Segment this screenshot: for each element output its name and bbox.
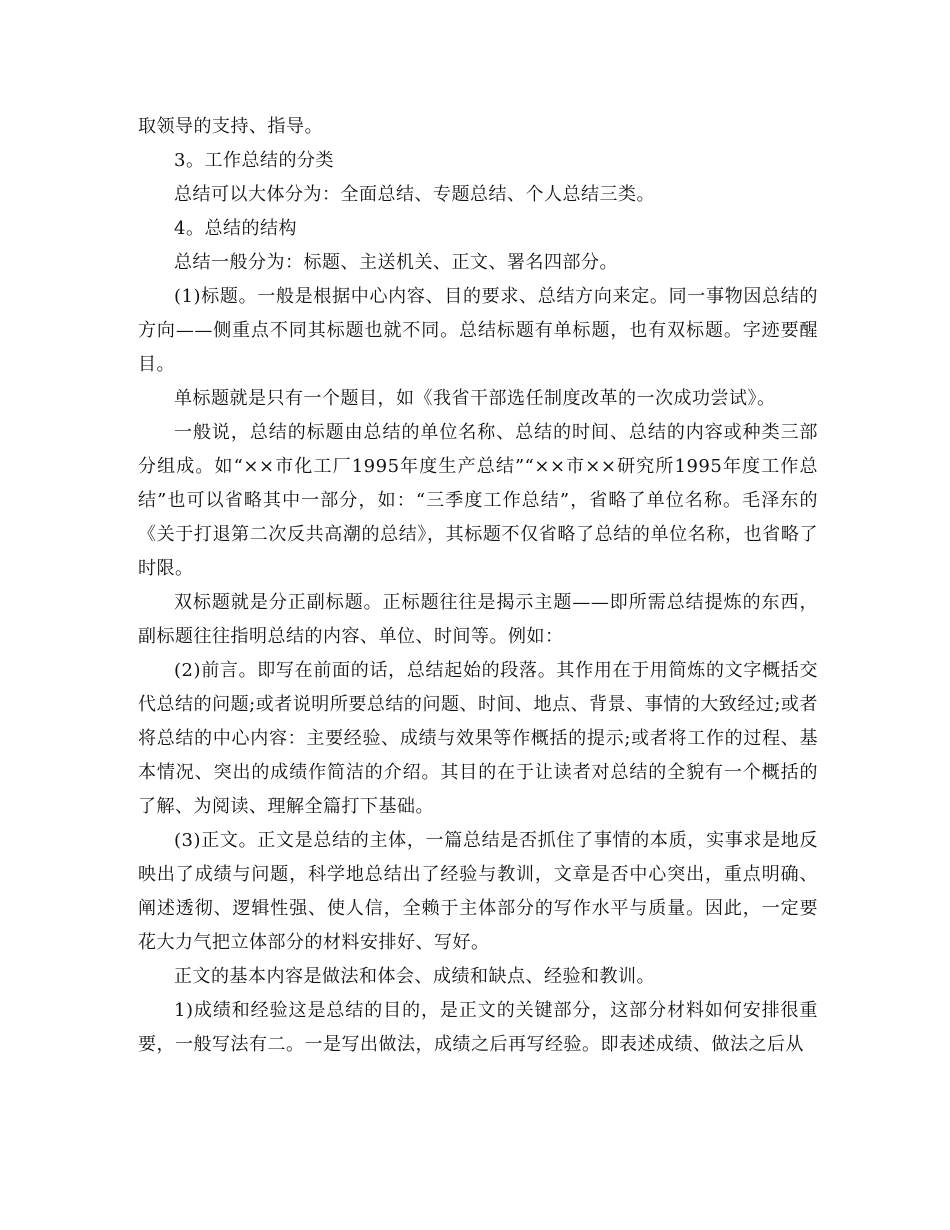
section-heading-structure: 4。总结的结构 <box>174 218 297 239</box>
section-heading-classification: 3。工作总结的分类 <box>174 150 334 171</box>
paragraph-structure-parts: 总结一般分为：标题、主送机关、正文、署名四部分。 <box>174 252 618 273</box>
paragraph-achievements: 1)成绩和经验这是总结的目的，是正文的关键部分，这部分材料如何安排很重要，一般写法有二。一是写出做法，成绩之后再写经验。即表述成绩、做法之后从 <box>138 1000 818 1055</box>
document-body <box>138 110 818 1062</box>
paragraph-main-content: 正文的基本内容是做法和体会、成绩和缺点、经验和教训。 <box>174 966 655 987</box>
paragraph-continuation: 取领导的支持、指导。 <box>138 116 323 137</box>
paragraph-title-composition: 一般说，总结的标题由总结的单位名称、总结的时间、总结的内容或种类三部分组成。如“××市化工厂1995年度生产总结”“××市××研究所1995年度工作总结”也可以省略其中一部分，如：“三季度工作总结”，省略了单位名称。毛泽东的《关于打退第二次反共高潮的总结》，其标题不仅省略了总结的单位名称，也省略了时限。 <box>138 422 818 579</box>
paragraph-preface: (2)前言。即写在前面的话，总结起始的段落。其作用在于用简炼的文字概括交代总结的问题;或者说明所要总结的问题、时间、地点、背景、事情的大致经过;或者将总结的中心内容：主要经验、成绩与效果等作概括的提示;或者将工作的过程、基本情况、突出的成绩作简洁的介绍。其目的在于让读者对总结的全貌有一个概括的了解、为阅读、理解全篇打下基础。 <box>138 660 819 817</box>
paragraph-main-text: (3)正文。正文是总结的主体，一篇总结是否抓住了事情的本质，实事求是地反映出了成绩与问题，科学地总结出了经验与教训，文章是否中心突出，重点明确、阐述透彻、逻辑性强、使人信，全赖于主体部分的写作水平与质量。因此，一定要花大力气把立体部分的材料安排好、写好。 <box>138 830 818 953</box>
paragraph-title: (1)标题。一般是根据中心内容、目的要求、总结方向来定。同一事物因总结的方向——侧重点不同其标题也就不同。总结标题有单标题，也有双标题。字迹要醒目。 <box>138 286 818 375</box>
paragraph-classification: 总结可以大体分为：全面总结、专题总结、个人总结三类。 <box>174 184 655 205</box>
paragraph-double-title: 双标题就是分正副标题。正标题往往是揭示主题——即所需总结提炼的东西，副标题往往指明总结的内容、单位、时间等。例如： <box>138 592 818 647</box>
paragraph-single-title: 单标题就是只有一个题目，如《我省干部选任制度改革的一次成功尝试》。 <box>174 388 776 409</box>
